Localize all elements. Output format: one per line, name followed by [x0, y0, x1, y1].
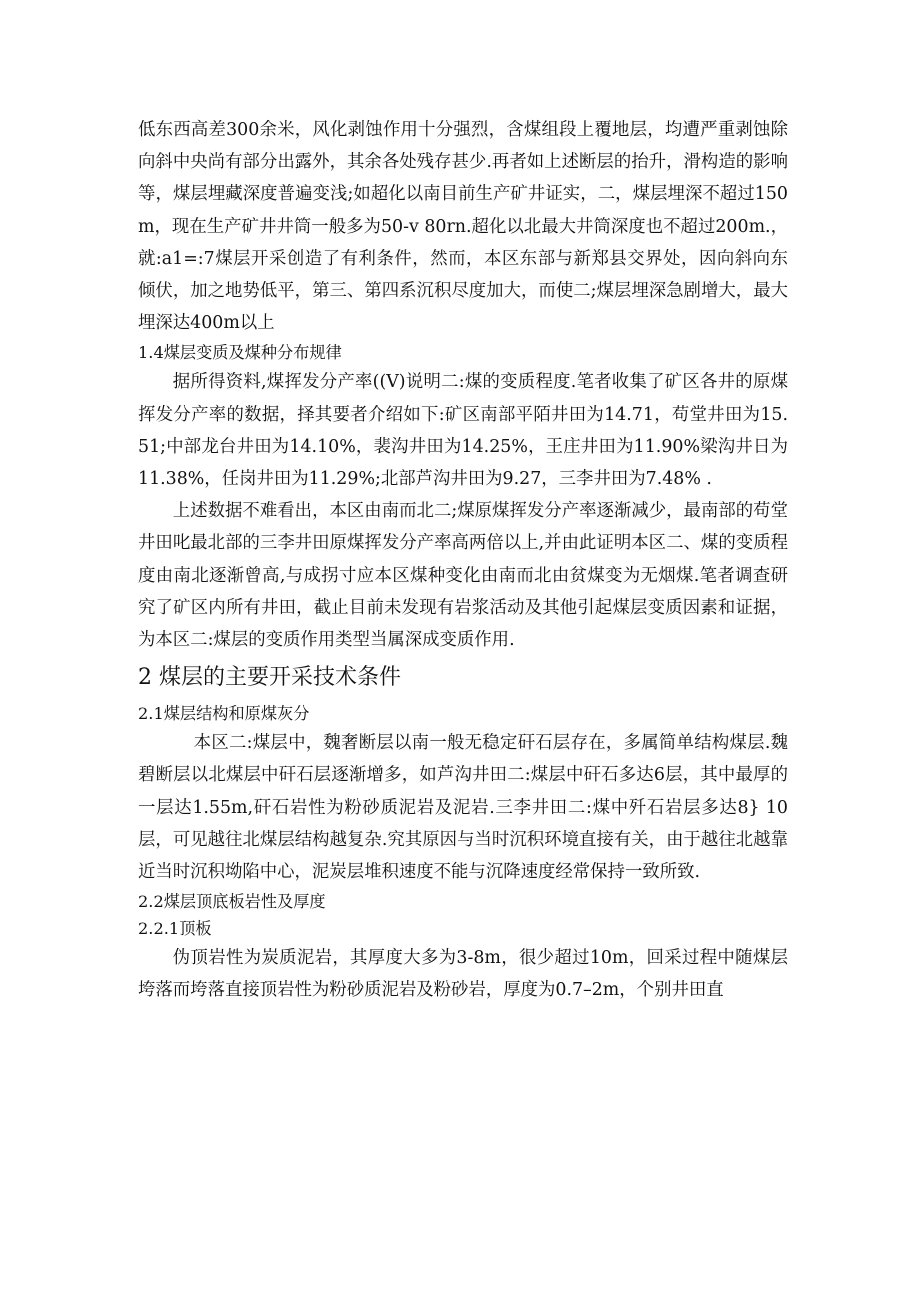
section-heading-2-1: 2.1煤层结构和原煤灰分: [138, 704, 310, 724]
paragraph-burial-depth: 低东西高差300余米，风化剥蚀作用十分强烈，含煤组段上覆地层，均遭严重剥蚀除向斜中央尚有部分出露外，其余各处残存甚少.再者如上述断层的抬升，滑构造的影响等，煤层埋藏深度普遍变浅;如超化以南目前生产矿井证实，二，煤层埋深不超过150m，现在生产矿井井筒一般多为50-v 80rn.超化以北最大井筒深度也不超过200m.，就:a1=:7煤层开采创造了有利条件，然而，本区东部与新郑县交界处，因向斜向东倾伏，加之地势低平，第三、第四系沉积尽度加大，而使二;煤层埋深急剧增大，最大埋深达400m以上: [138, 120, 788, 334]
section-heading-1-4: 1.4煤层变质及煤种分布规律: [138, 343, 342, 363]
paragraph-volatile-yield: 据所得资料,煤挥发分产率((V)说明二:煤的变质程度.笔者收集了矿区各井的原煤挥发分产率的数据，择其要者介绍如下:矿区南部平陌井田为14.71，苟堂井田为15.51;中部龙台井田为14.10%，裴沟井田为14.25%，王庄井田为11.90%梁沟井日为11.38%，任岗井田为11.29%;北部芦沟井田为9.27，三李井田为7.48% .: [138, 372, 788, 490]
section-heading-2-2: 2.2煤层顶底板岩性及厚度: [138, 892, 326, 912]
paragraph-roof: 伪顶岩性为炭质泥岩，其厚度大多为3-8m，很少超过10m，回采过程中随煤层垮落而垮落直接顶岩性为粉砂质泥岩及粉砂岩，厚度为0.7–2m，个别井田直: [138, 948, 788, 1001]
paragraph-metamorphism: 上述数据不难看出，本区由南而北二;煤原煤挥发分产率逐渐减少，最南部的苟堂井田叱最北部的三李井田原煤挥发分产率高两倍以上,并由此证明本区二、煤的变质程度由南北逐渐曾高,与成拐寸应本区煤种变化由南而北由贫煤变为无烟煤.笔者调查研究了矿区内所有井田，截止目前未发现有岩浆活动及其他引起煤层变质因素和证据，为本区二:煤层的变质作用类型当属深成变质作用.: [138, 501, 788, 651]
paragraph-seam-structure: 本区二:煤层中，魏奢断层以南一般无稳定矸石层存在，多属简单结构煤层.魏碧断层以北煤层中矸石层逐渐增多，如芦沟井田二:煤层中矸石多达6层，其中最厚的一层达1.55m,矸石岩性为粉砂质泥岩及泥岩.三李井田二:煤中歼石岩层多达8} 10层，可见越往北煤层结构越复杂.究其原因与当时沉积环境直接有关，由于越往北越靠近当时沉积坳陷中心，泥炭层堆积速度不能与沉降速度经常保持一致所致.: [138, 733, 788, 883]
section-heading-2-2-1: 2.2.1顶板: [138, 919, 212, 939]
section-heading-2: 2 煤层的主要开采技术条件: [138, 665, 401, 691]
document-page: [138, 114, 788, 1007]
